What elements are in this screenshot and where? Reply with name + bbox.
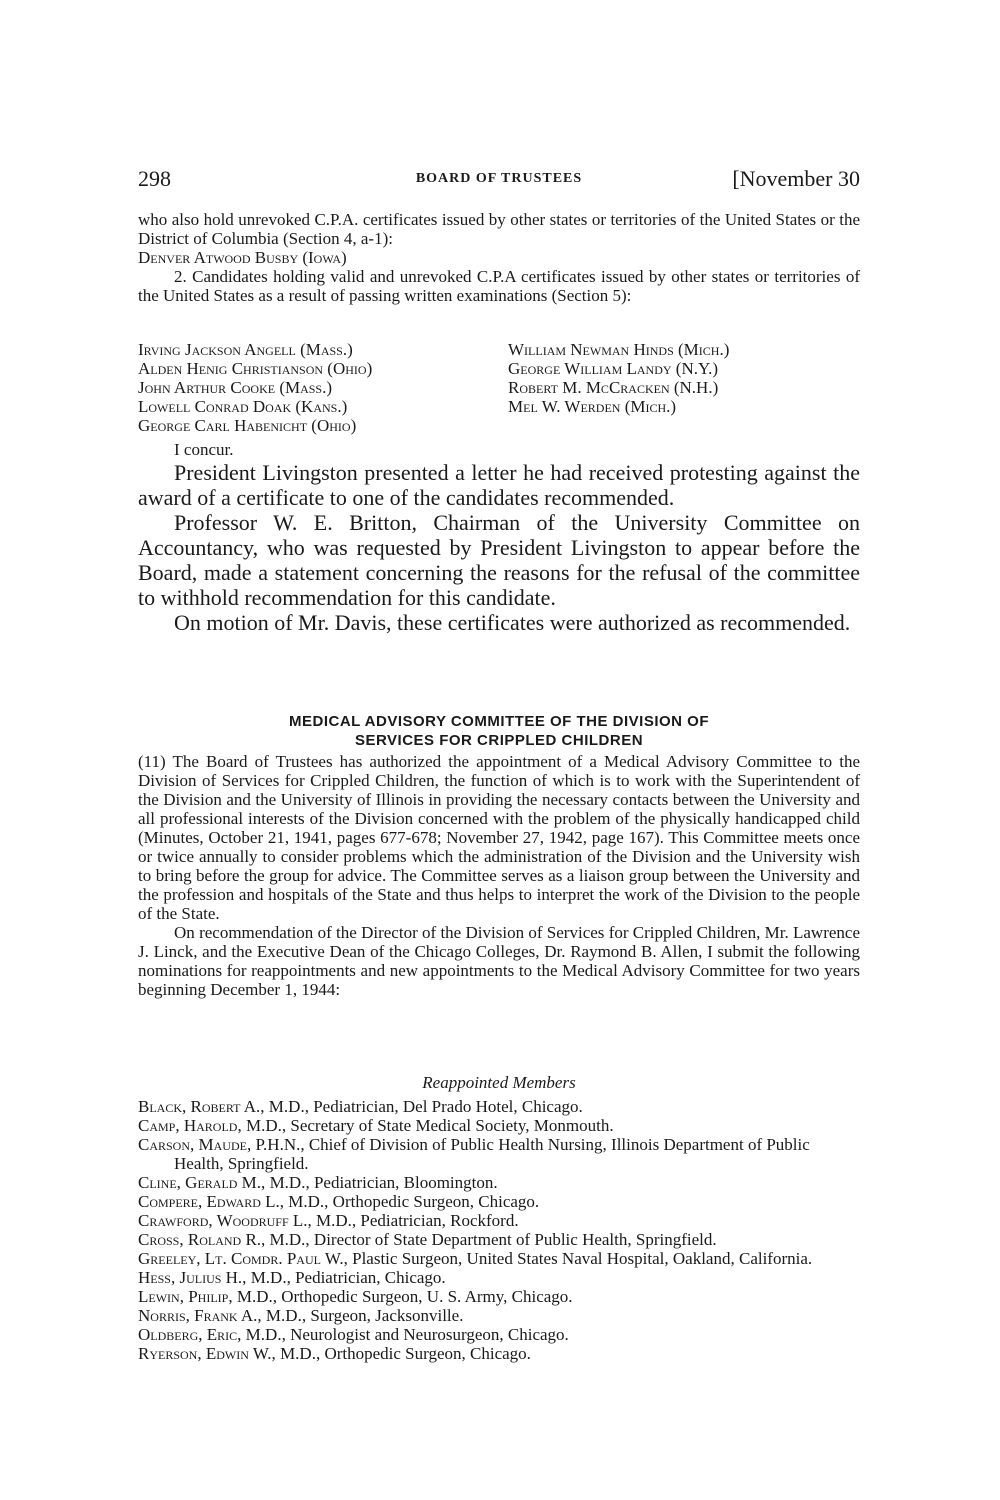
single-candidate: Denver Atwood Busby (Iowa) — [138, 248, 347, 267]
running-date: [November 30 — [732, 166, 860, 191]
member-entry — [138, 1097, 860, 1116]
section-heading-line: MEDICAL ADVISORY COMMITTEE OF THE DIVISION OF — [288, 713, 710, 730]
committee-section — [138, 752, 860, 999]
candidate-entry: Lowell Conrad Doak (Kans.) — [138, 397, 348, 416]
candidate-entry: George Carl Habenicht (Ohio) — [138, 416, 357, 435]
member-description: M.D., Pediatrician, Bloomington. — [269, 1173, 498, 1192]
member-name: Ryerson, Edwin W., — [138, 1344, 276, 1363]
member-description: Plastic Surgeon, United States Naval Hospital, Oakland, California. — [352, 1249, 813, 1268]
member-description: M.D., Pediatrician, Rockford. — [316, 1211, 519, 1230]
member-name: Norris, Frank A., — [138, 1306, 262, 1325]
member-description: M.D., Director of State Department of Public Health, Springfield. — [269, 1230, 717, 1249]
member-description: M.D., Orthopedic Surgeon, U. S. Army, Chicago. — [236, 1287, 573, 1306]
member-description: M.D., Surgeon, Jacksonville. — [265, 1306, 464, 1325]
member-entry — [138, 1325, 860, 1344]
member-name: Carson, Maude, — [138, 1135, 252, 1154]
member-description: M.D., Secretary of State Medical Society, Monmouth. — [245, 1116, 614, 1135]
candidate-column-right — [508, 340, 860, 416]
member-entry — [138, 1344, 860, 1363]
candidate-entry: George William Landy (N.Y.) — [508, 359, 718, 378]
member-name: Crawford, Woodruff L., — [138, 1211, 312, 1230]
member-description: M.D., Pediatrician, Del Prado Hotel, Chicago. — [268, 1097, 583, 1116]
minutes-paragraph: Professor W. E. Britton, Chairman of the University Committee on Accountancy, who was requested by President Livingston to appear before the Board, made a statement concerning the reasons for the refusal of the committee to withhold recommendation for this candidate. — [138, 510, 860, 610]
candidate-entry: William Newman Hinds (Mich.) — [508, 340, 730, 359]
member-entry — [138, 1192, 860, 1211]
member-name: Greeley, Lt. Comdr. Paul W., — [138, 1249, 348, 1268]
concur-line: I concur. — [174, 440, 234, 459]
nomination-paragraph: On recommendation of the Director of the Division of Services for Crippled Children, Mr. Lawrence J. Linck, and the Executive Dean of the Chicago Colleges, Dr. Raymond B. Allen, I submit the following nominations for reappointments and new appointments to the Medical Advisory Committee for two years beginning December 1, 1944: — [138, 923, 860, 999]
candidate-entry: John Arthur Cooke (Mass.) — [138, 378, 333, 397]
member-entry — [138, 1173, 860, 1192]
cpa-section — [138, 210, 860, 305]
member-entry — [138, 1249, 860, 1268]
minutes-paragraph: On motion of Mr. Davis, these certificates were authorized as recommended. — [174, 610, 851, 635]
member-description: P.H.N., Chief of Division of Public Health Nursing, Illinois Department of Public Health, Springfield. — [174, 1135, 810, 1173]
candidate-column-left — [138, 340, 508, 435]
member-name: Black, Robert A., — [138, 1097, 265, 1116]
running-head — [138, 166, 860, 194]
member-name: Oldberg, Eric, — [138, 1325, 242, 1344]
candidate-entry: Irving Jackson Angell (Mass.) — [138, 340, 353, 359]
member-entry — [138, 1306, 860, 1325]
member-entry — [138, 1287, 860, 1306]
member-entry — [138, 1135, 860, 1173]
candidate-entry: Alden Henig Christianson (Ohio) — [138, 359, 373, 378]
minutes-text — [138, 460, 860, 635]
member-name: Cross, Roland R., — [138, 1230, 266, 1249]
minutes-paragraph: President Livingston presented a letter he had received protesting against the award of a certificate to one of the candidates recommended. — [138, 460, 860, 510]
member-name: Cline, Gerald M., — [138, 1173, 266, 1192]
candidate-entry: Robert M. McCracken (N.H.) — [508, 378, 719, 397]
member-entry — [138, 1116, 860, 1135]
committee-paragraph: (11) The Board of Trustees has authorized the appointment of a Medical Advisory Committee to the Division of Services for Crippled Children, the function of which is to work with the Superintendent of the Division and the University of Illinois in providing the necessary contacts between the University and all professional interests of the Division concerned with the problem of the physically handicapped child (Minutes, October 21, 1941, pages 677-678; November 27, 1942, page 167). This Committee meets once or twice annually to consider problems which the administration of the Division and the University wish to bring before the group for advice. The Committee serves as a liaison group between the University and the profession and hospitals of the State and thus helps to interpret the work of the Division to the people of the State. — [138, 752, 860, 923]
item-2-paragraph: 2. Candidates holding valid and unrevoked C.P.A certificates issued by other states or territories of the United States as a result of passing written examinations (Section 5): — [138, 267, 860, 305]
member-description: M.D., Pediatrician, Chicago. — [250, 1268, 446, 1287]
member-entry — [138, 1211, 860, 1230]
member-name: Lewin, Philip, — [138, 1287, 233, 1306]
member-list — [138, 1097, 860, 1363]
member-name: Camp, Harold, — [138, 1116, 242, 1135]
member-entry — [138, 1268, 860, 1287]
member-entry — [138, 1230, 860, 1249]
member-description: M.D., Neurologist and Neurosurgeon, Chicago. — [245, 1325, 569, 1344]
page-number: 298 — [138, 166, 171, 191]
reappointed-heading: Reappointed Members — [422, 1073, 576, 1092]
running-title: BOARD OF TRUSTEES — [415, 171, 583, 186]
member-name: Compere, Edward L., — [138, 1192, 285, 1211]
candidate-entry: Mel W. Werden (Mich.) — [508, 397, 677, 416]
member-description: M.D., Orthopedic Surgeon, Chicago. — [288, 1192, 540, 1211]
intro-paragraph: who also hold unrevoked C.P.A. certificates issued by other states or territories of the United States or the District of Columbia (Section 4, a-1): — [138, 210, 860, 248]
member-name: Hess, Julius H., — [138, 1268, 247, 1287]
member-description: M.D., Orthopedic Surgeon, Chicago. — [280, 1344, 531, 1363]
section-heading-line: SERVICES FOR CRIPPLED CHILDREN — [354, 732, 644, 749]
section-heading — [138, 712, 860, 750]
